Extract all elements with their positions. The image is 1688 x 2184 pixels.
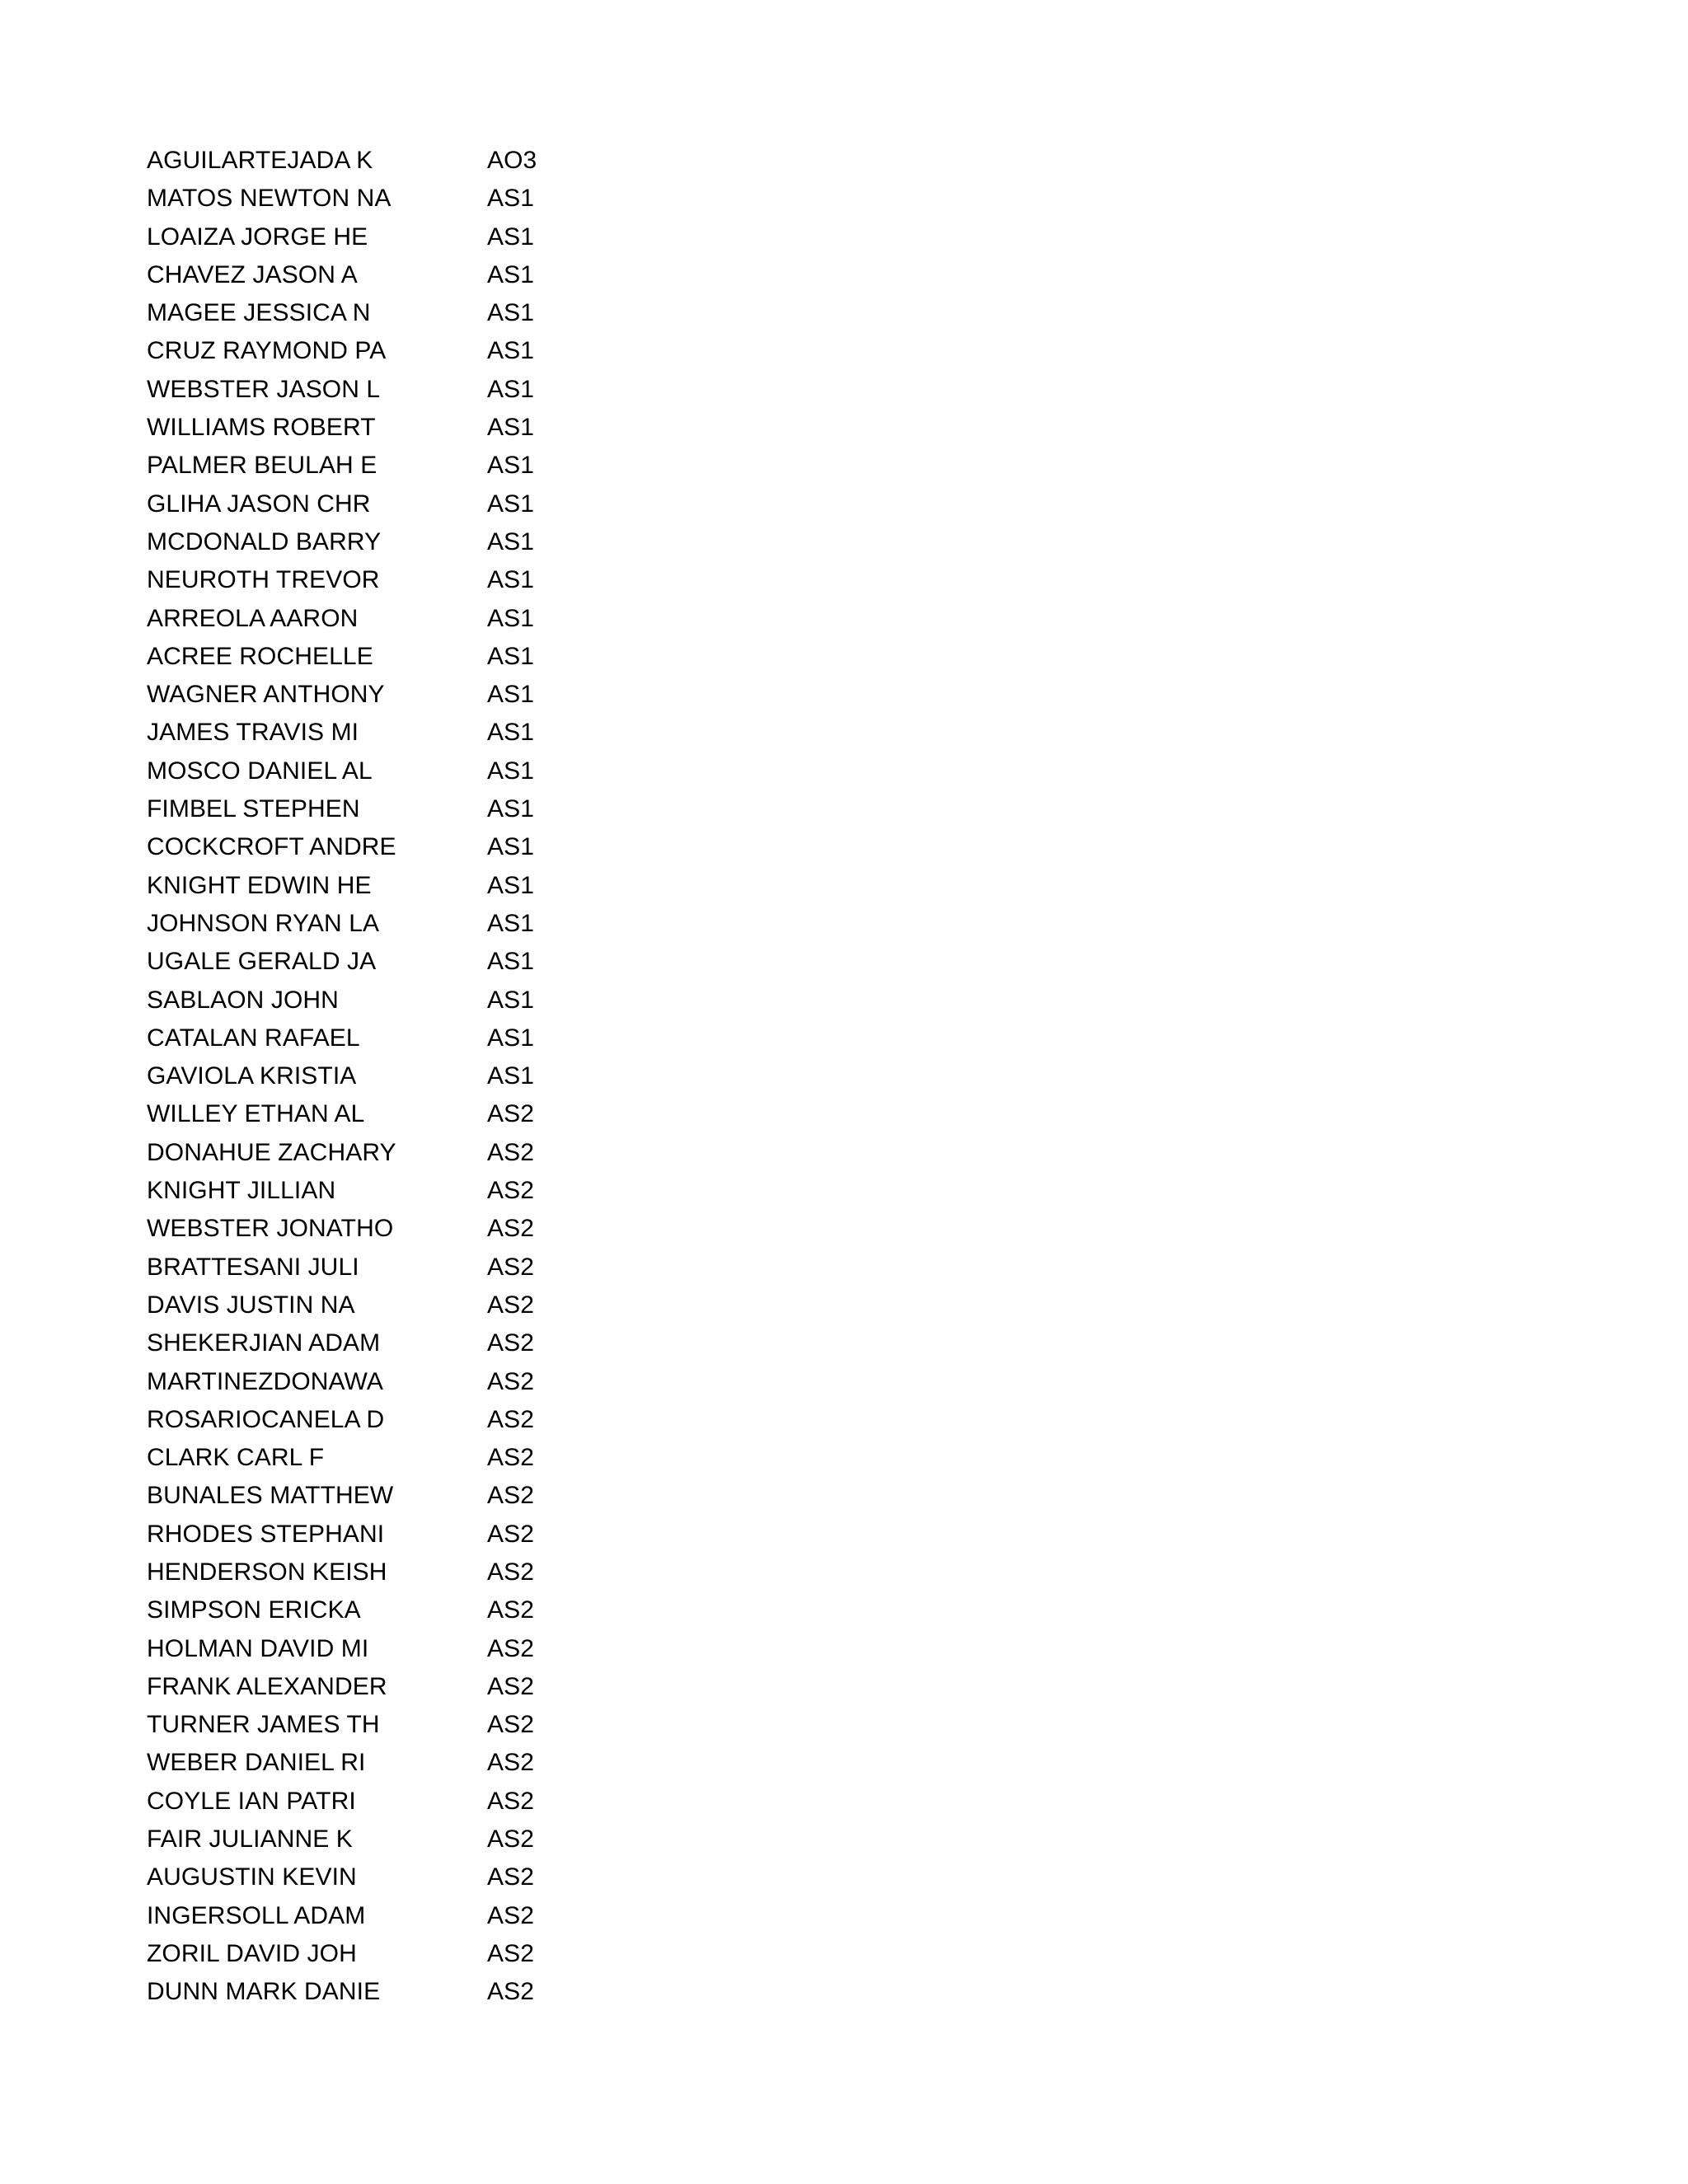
roster-row xyxy=(147,1858,773,1896)
roster-row xyxy=(147,1516,773,1554)
roster-row xyxy=(147,1363,773,1401)
roster-row xyxy=(147,1095,773,1133)
roster-row xyxy=(147,1630,773,1668)
roster-name: WAGNER ANTHONY xyxy=(147,681,385,709)
roster-code: AS2 xyxy=(487,1367,535,1395)
roster-code: AS2 xyxy=(487,1939,535,1967)
roster-code: AS1 xyxy=(487,986,535,1014)
roster-code: AS1 xyxy=(487,757,535,785)
roster-code: AS2 xyxy=(487,1329,535,1357)
roster-row xyxy=(147,1935,773,1973)
roster-row xyxy=(147,1973,773,2011)
roster-name: DONAHUE ZACHARY xyxy=(147,1138,396,1166)
roster-row xyxy=(147,1019,773,1057)
roster-code: AS1 xyxy=(487,185,535,213)
roster-name: MAGEE JESSICA N xyxy=(147,299,371,327)
roster-row xyxy=(147,218,773,256)
roster-code: AS2 xyxy=(487,1405,535,1433)
roster-row xyxy=(147,982,773,1019)
roster-code: AS1 xyxy=(487,375,535,403)
roster-code: AS2 xyxy=(487,1177,535,1205)
roster-row xyxy=(147,1134,773,1172)
roster-code: AS2 xyxy=(487,1291,535,1319)
roster-row xyxy=(147,790,773,828)
roster-code: AS1 xyxy=(487,681,535,709)
roster-name: COYLE IAN PATRI xyxy=(147,1787,356,1815)
roster-name: WILLIAMS ROBERT xyxy=(147,414,376,442)
roster-row xyxy=(147,371,773,409)
roster-row xyxy=(147,752,773,790)
roster-name: DAVIS JUSTIN NA xyxy=(147,1291,355,1319)
roster-code: AS2 xyxy=(487,1596,535,1624)
roster-name: CATALAN RAFAEL xyxy=(147,1024,360,1052)
roster-name: DUNN MARK DANIE xyxy=(147,1978,381,2006)
roster-name: COCKCROFT ANDRE xyxy=(147,833,396,861)
roster-name: FIMBEL STEPHEN xyxy=(147,795,360,823)
roster-code: AS2 xyxy=(487,1634,535,1662)
roster-code: AS2 xyxy=(487,1100,535,1128)
roster-name: PALMER BEULAH E xyxy=(147,452,377,480)
roster-row xyxy=(147,1744,773,1782)
roster-name: AUGUSTIN KEVIN xyxy=(147,1863,357,1891)
roster-name: JOHNSON RYAN LA xyxy=(147,909,380,937)
roster-name: KNIGHT JILLIAN xyxy=(147,1177,336,1205)
roster-row xyxy=(147,1783,773,1821)
roster-row xyxy=(147,256,773,294)
roster-code: AS2 xyxy=(487,1825,535,1854)
roster-row xyxy=(147,1897,773,1935)
roster-code: AS1 xyxy=(487,527,535,555)
roster-name: UGALE GERALD JA xyxy=(147,948,377,976)
roster-row xyxy=(147,1286,773,1324)
roster-code: AS2 xyxy=(487,1901,535,1929)
roster-row xyxy=(147,523,773,561)
roster-row xyxy=(147,714,773,752)
roster-code: AS2 xyxy=(487,1253,535,1281)
roster-name: CRUZ RAYMOND PA xyxy=(147,337,387,365)
roster-name: RHODES STEPHANI xyxy=(147,1520,385,1548)
roster-row xyxy=(147,142,773,180)
roster-name: CHAVEZ JASON A xyxy=(147,260,358,288)
roster-name: MCDONALD BARRY xyxy=(147,527,382,555)
roster-name: WEBSTER JONATHO xyxy=(147,1215,394,1243)
roster-code: AS2 xyxy=(487,1444,535,1472)
roster-name: MATOS NEWTON NA xyxy=(147,185,392,213)
roster-code: AS1 xyxy=(487,642,535,670)
roster-code: AS2 xyxy=(487,1863,535,1891)
roster-row xyxy=(147,1210,773,1248)
roster-name: WILLEY ETHAN AL xyxy=(147,1100,365,1128)
roster-code: AS2 xyxy=(487,1672,535,1700)
roster-row xyxy=(147,600,773,638)
roster-row xyxy=(147,485,773,523)
roster-code: AS1 xyxy=(487,871,535,899)
roster-row xyxy=(147,1172,773,1210)
roster-name: WEBER DANIEL RI xyxy=(147,1749,366,1777)
roster-name: HENDERSON KEISH xyxy=(147,1558,387,1586)
roster-name: MOSCO DANIEL AL xyxy=(147,757,373,785)
roster-list xyxy=(147,142,773,2012)
roster-code: AO3 xyxy=(487,147,537,174)
roster-row xyxy=(147,1057,773,1095)
roster-name: MARTINEZDONAWA xyxy=(147,1367,383,1395)
roster-name: TURNER JAMES TH xyxy=(147,1711,380,1739)
roster-row xyxy=(147,294,773,332)
roster-name: FRANK ALEXANDER xyxy=(147,1672,387,1700)
roster-code: AS1 xyxy=(487,452,535,480)
roster-name: SHEKERJIAN ADAM xyxy=(147,1329,381,1357)
roster-code: AS2 xyxy=(487,1749,535,1777)
roster-name: NEUROTH TREVOR xyxy=(147,566,380,594)
roster-row xyxy=(147,867,773,905)
roster-code: AS1 xyxy=(487,260,535,288)
roster-row xyxy=(147,180,773,218)
roster-name: ZORIL DAVID JOH xyxy=(147,1939,357,1967)
roster-name: BRATTESANI JULI xyxy=(147,1253,359,1281)
roster-row xyxy=(147,332,773,370)
roster-name: BUNALES MATTHEW xyxy=(147,1482,394,1510)
roster-code: AS2 xyxy=(487,1711,535,1739)
roster-code: AS2 xyxy=(487,1558,535,1586)
roster-code: AS1 xyxy=(487,1024,535,1052)
roster-row xyxy=(147,943,773,981)
roster-name: SIMPSON ERICKA xyxy=(147,1596,361,1624)
roster-code: AS1 xyxy=(487,833,535,861)
roster-code: AS1 xyxy=(487,604,535,632)
roster-name: AGUILARTEJADA K xyxy=(147,147,373,174)
roster-code: AS1 xyxy=(487,223,535,251)
roster-name: GLIHA JASON CHR xyxy=(147,490,371,518)
roster-row xyxy=(147,1821,773,1858)
roster-code: AS1 xyxy=(487,719,535,747)
roster-code: AS1 xyxy=(487,337,535,365)
roster-code: AS1 xyxy=(487,795,535,823)
roster-name: SABLAON JOHN xyxy=(147,986,339,1014)
roster-code: AS1 xyxy=(487,566,535,594)
roster-row xyxy=(147,828,773,866)
roster-code: AS1 xyxy=(487,414,535,442)
roster-code: AS2 xyxy=(487,1138,535,1166)
roster-row xyxy=(147,676,773,714)
roster-name: JAMES TRAVIS MI xyxy=(147,719,359,747)
roster-code: AS2 xyxy=(487,1787,535,1815)
roster-name: FAIR JULIANNE K xyxy=(147,1825,353,1854)
roster-name: KNIGHT EDWIN HE xyxy=(147,871,372,899)
roster-name: CLARK CARL F xyxy=(147,1444,325,1472)
roster-code: AS2 xyxy=(487,1520,535,1548)
roster-row xyxy=(147,409,773,447)
roster-row xyxy=(147,1477,773,1515)
roster-code: AS1 xyxy=(487,1062,535,1090)
roster-name: GAVIOLA KRISTIA xyxy=(147,1062,357,1090)
roster-row xyxy=(147,1591,773,1629)
roster-row xyxy=(147,1401,773,1439)
roster-code: AS2 xyxy=(487,1215,535,1243)
roster-name: INGERSOLL ADAM xyxy=(147,1901,366,1929)
roster-code: AS2 xyxy=(487,1482,535,1510)
roster-code: AS1 xyxy=(487,909,535,937)
roster-code: AS1 xyxy=(487,948,535,976)
roster-name: HOLMAN DAVID MI xyxy=(147,1634,369,1662)
roster-row xyxy=(147,447,773,485)
roster-name: WEBSTER JASON L xyxy=(147,375,381,403)
roster-row xyxy=(147,638,773,676)
roster-row xyxy=(147,1324,773,1362)
roster-code: AS1 xyxy=(487,490,535,518)
roster-row xyxy=(147,1706,773,1744)
roster-row xyxy=(147,905,773,943)
roster-code: AS2 xyxy=(487,1978,535,2006)
roster-row xyxy=(147,561,773,599)
roster-code: AS1 xyxy=(487,299,535,327)
roster-name: ACREE ROCHELLE xyxy=(147,642,373,670)
roster-row xyxy=(147,1249,773,1286)
roster-row xyxy=(147,1668,773,1706)
roster-name: LOAIZA JORGE HE xyxy=(147,223,368,251)
roster-name: ROSARIOCANELA D xyxy=(147,1405,385,1433)
roster-name: ARREOLA AARON xyxy=(147,604,359,632)
roster-row xyxy=(147,1554,773,1591)
roster-row xyxy=(147,1439,773,1477)
